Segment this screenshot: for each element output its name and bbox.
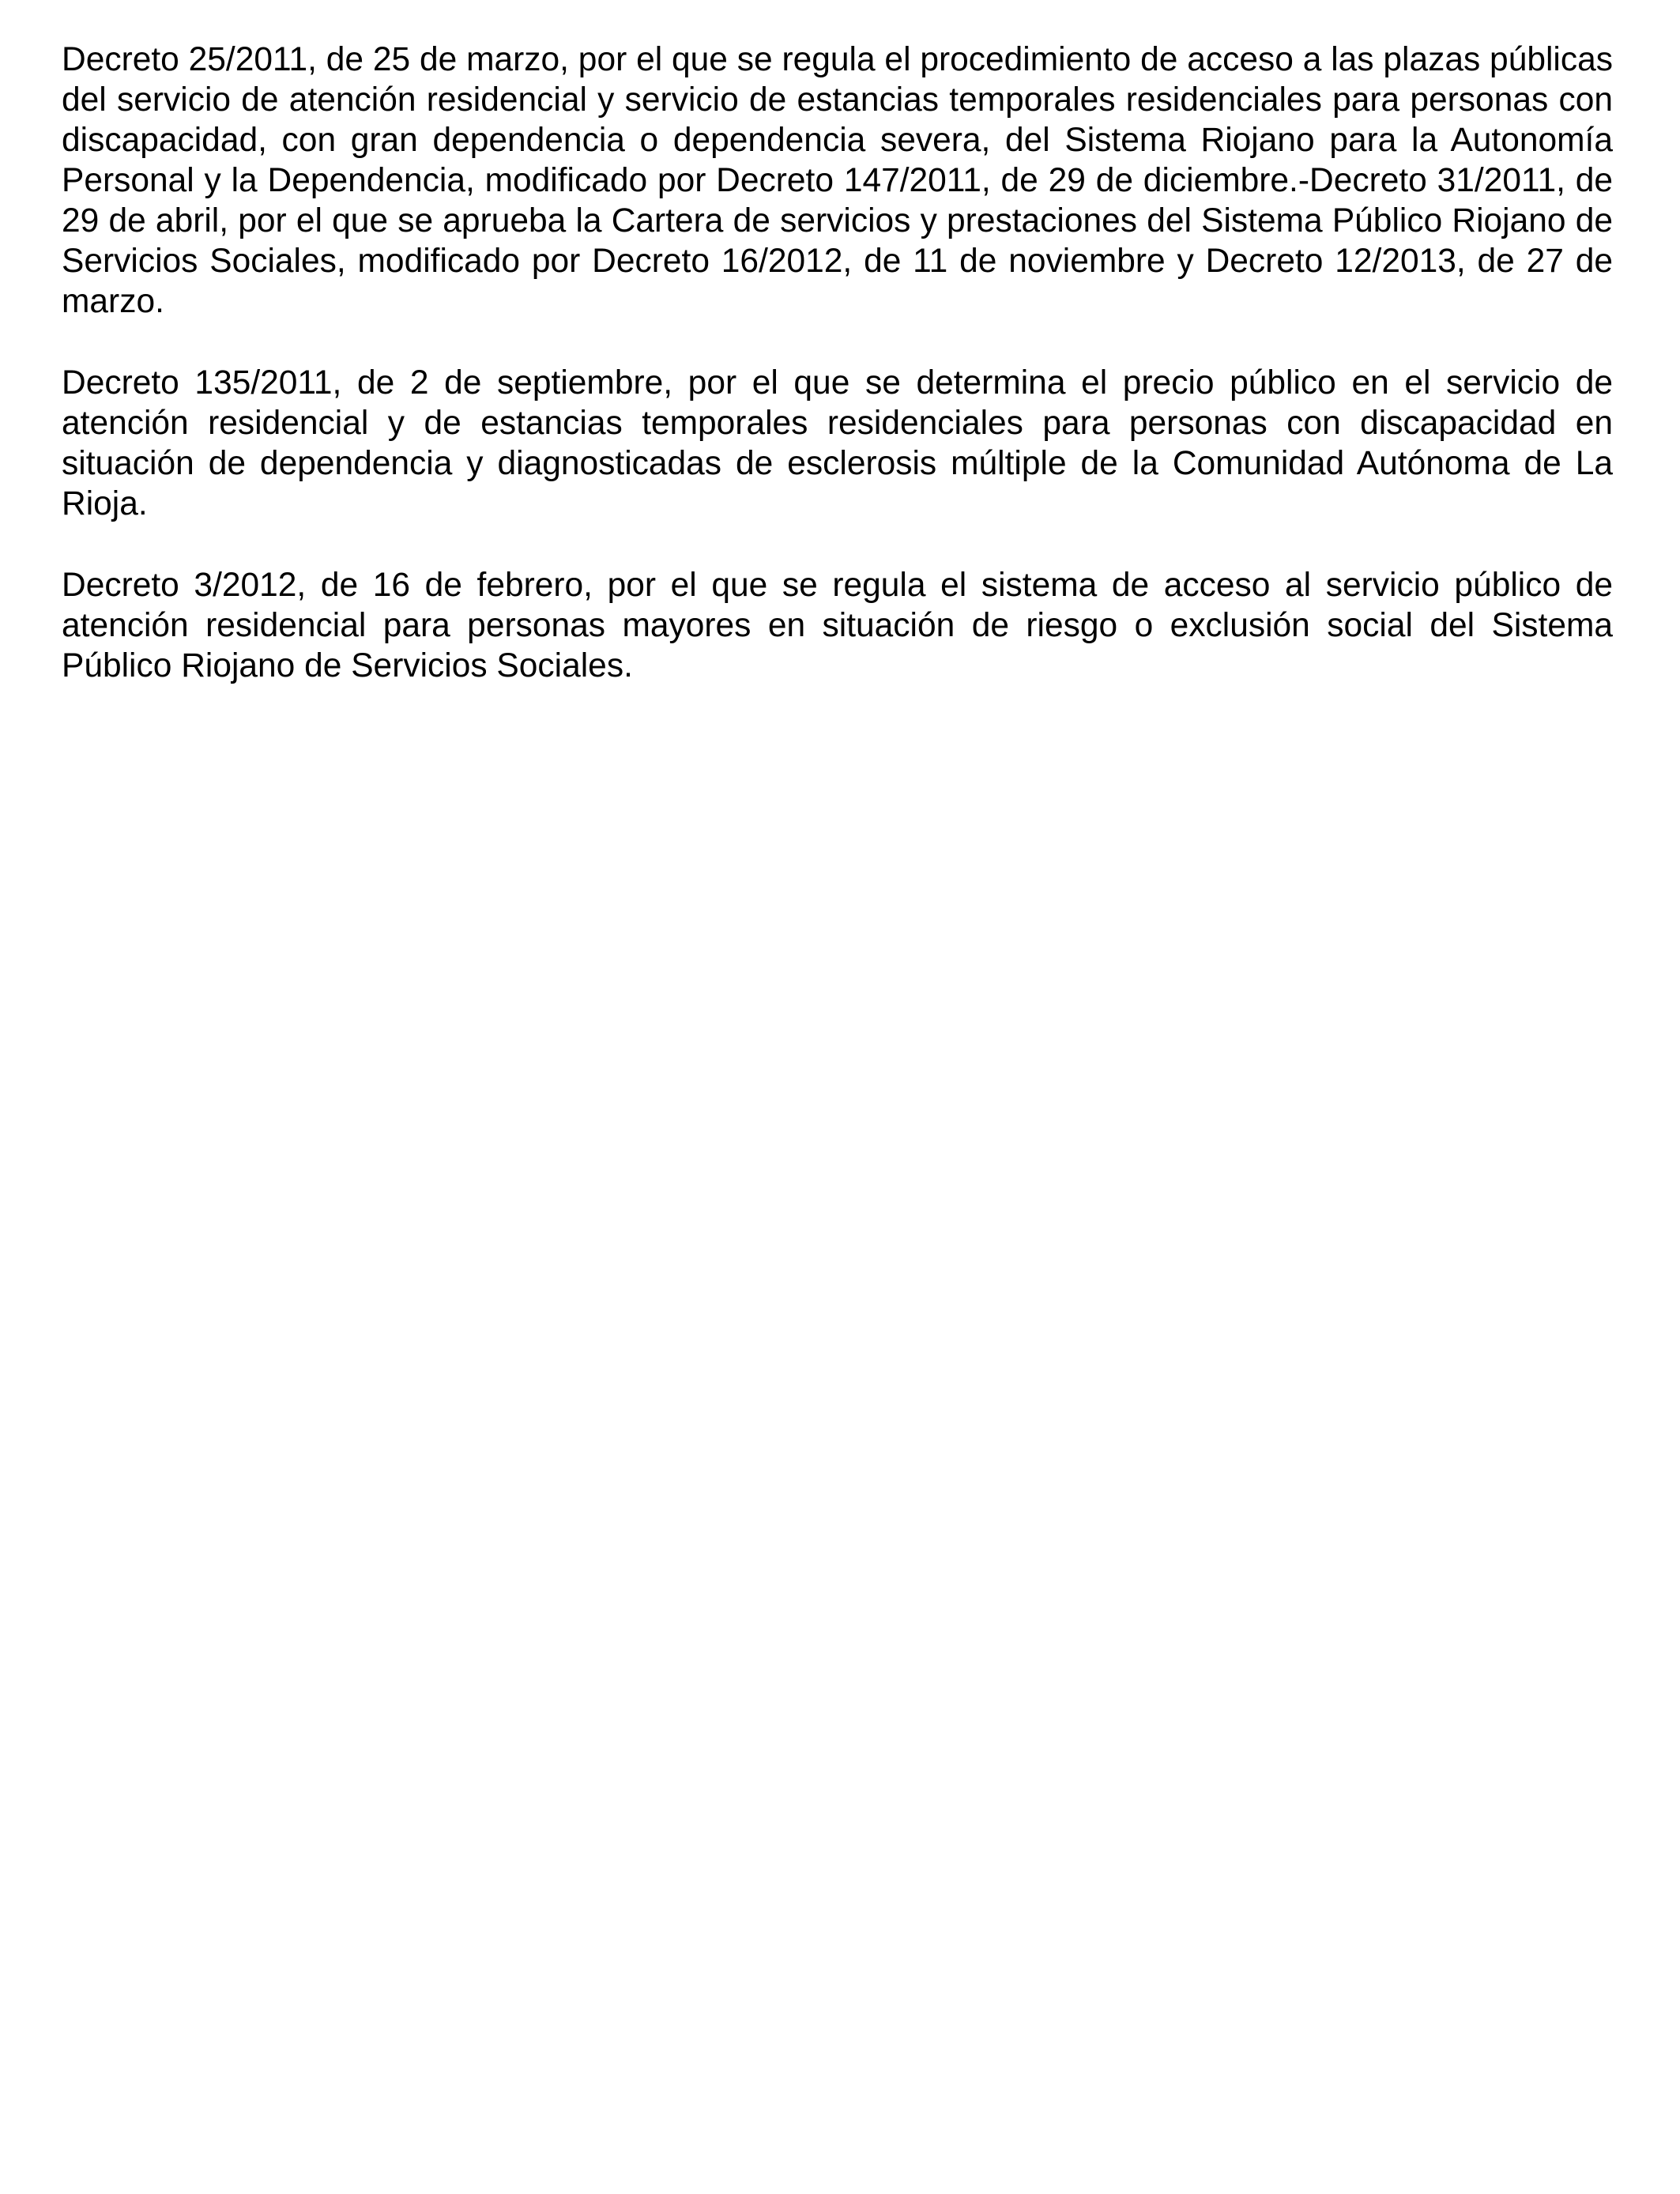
paragraph-decreto-25-2011: Decreto 25/2011, de 25 de marzo, por el que se regula el procedimiento de acceso a las plazas públicas del servicio de atención residencial y servicio de estancias temporales residenciales para personas con discapacidad, con gran dependencia o dependencia severa, del Sistema Riojano para la Autonomía Personal y la Dependencia, modificado por Decreto 147/2011, de 29 de diciembre.-Decreto 31/2011, de 29 de abril, por el que se aprueba la Cartera de servicios y prestaciones del Sistema Público Riojano de Servicios Sociales, modificado por Decreto 16/2012, de 11 de noviembre y Decreto 12/2013, de 27 de marzo. (62, 41, 1613, 320)
document-body (62, 40, 1613, 727)
paragraph-decreto-135-2011: Decreto 135/2011, de 2 de septiembre, por el que se determina el precio público en el servicio de atención residencial y de estancias temporales residenciales para personas con discapacidad en situación de dependencia y diagnosticadas de esclerosis múltiple de la Comunidad Autónoma de La Rioja. (62, 364, 1613, 522)
paragraph-decreto-3-2012: Decreto 3/2012, de 16 de febrero, por el que se regula el sistema de acceso al servicio público de atención residencial para personas mayores en situación de riesgo o exclusión social del Sistema Público Riojano de Servicios Sociales. (62, 567, 1613, 684)
